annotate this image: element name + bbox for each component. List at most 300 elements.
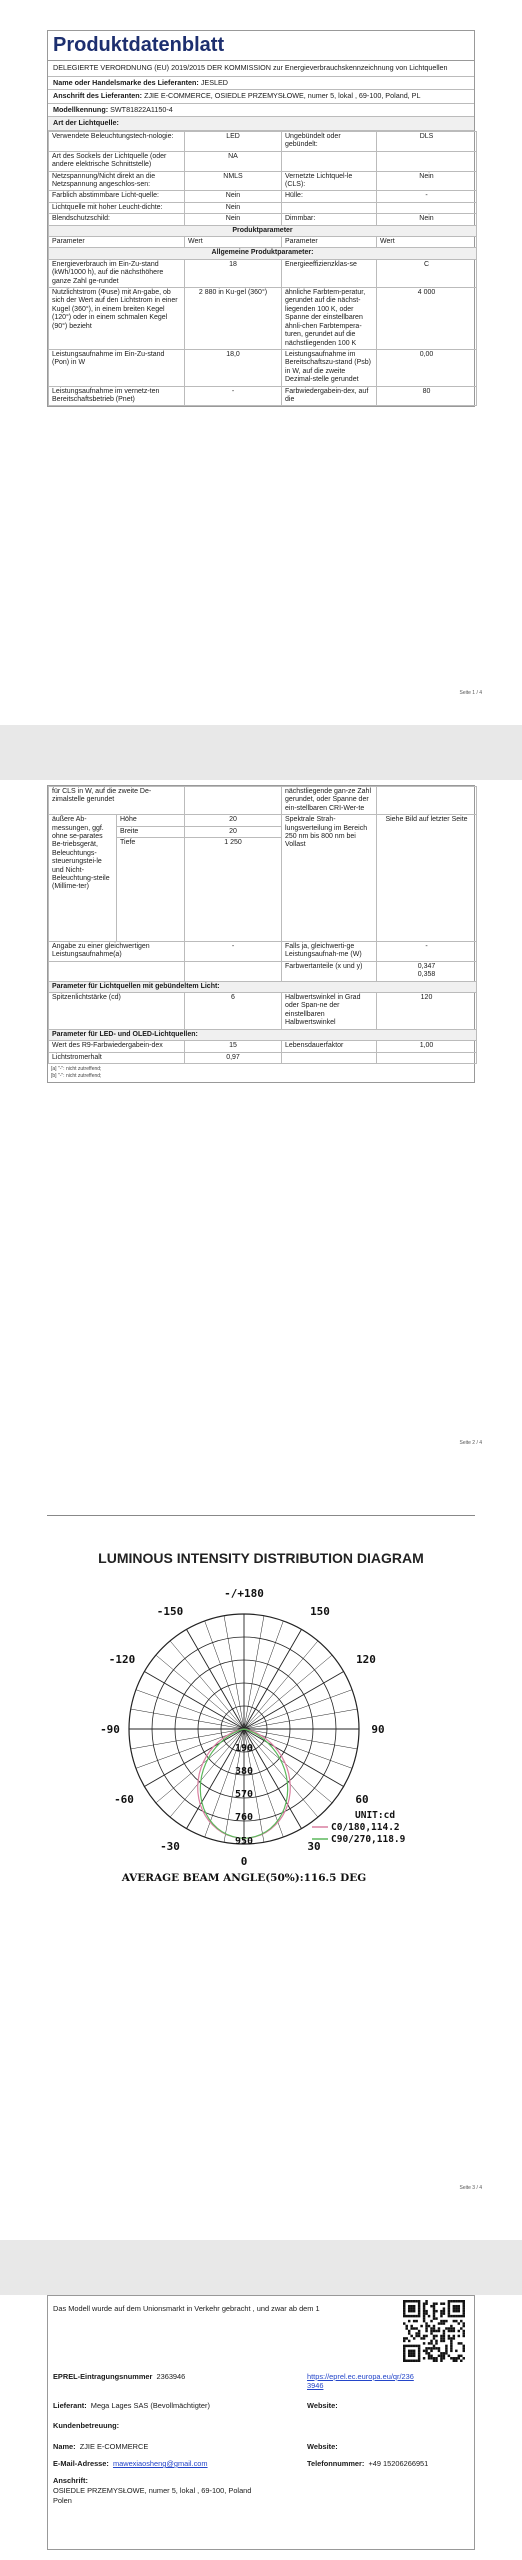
cell-label: Dimmbar: <box>282 214 377 225</box>
cell-value: 2 880 in Ku-gel (360°) <box>185 288 282 350</box>
qr-module <box>418 2315 420 2317</box>
qr-module <box>413 2300 415 2302</box>
qr-module <box>415 2300 417 2302</box>
qr-module <box>430 2342 432 2344</box>
qr-module <box>453 2320 455 2322</box>
qr-module <box>425 2327 427 2329</box>
page-title: Produktdatenblatt <box>48 31 474 61</box>
qr-module <box>440 2352 442 2354</box>
general-params-header: Allgemeine Produktparameter: <box>49 248 477 259</box>
qr-module <box>440 2340 442 2342</box>
qr-module <box>458 2335 460 2337</box>
qr-module <box>413 2360 415 2362</box>
cell-value: - <box>185 942 282 962</box>
qr-module <box>443 2307 445 2309</box>
qr-module <box>418 2360 420 2362</box>
cell-empty <box>377 787 477 815</box>
eprel-label: EPREL-Eintragungsnummer <box>53 2372 153 2381</box>
qr-module <box>413 2327 415 2329</box>
datasheet-frame-continued <box>47 785 475 1083</box>
qr-module <box>403 2305 405 2307</box>
qr-module <box>448 2307 450 2309</box>
cell-label: Angabe zu einer gleichwertigen Leistungsaufnahme(a) <box>49 942 185 962</box>
cell-label: Leistungsaufnahme im Bereitschaftszu-stand (Psb) in W, auf die zweite Dezimal-stelle gerundet <box>282 349 377 386</box>
qr-module <box>440 2322 442 2324</box>
qr-module <box>413 2350 415 2352</box>
qr-module <box>430 2320 432 2322</box>
qr-module <box>405 2360 407 2362</box>
qr-module <box>455 2350 457 2352</box>
phone-label: Telefonnummer: <box>307 2459 365 2468</box>
qr-module <box>433 2302 435 2304</box>
qr-module <box>433 2357 435 2359</box>
qr-module <box>453 2357 455 2359</box>
qr-module <box>438 2347 440 2349</box>
qr-module <box>413 2310 415 2312</box>
cell-value: NA <box>185 151 282 171</box>
qr-module <box>418 2347 420 2349</box>
qr-module <box>450 2327 452 2329</box>
qr-module <box>418 2352 420 2354</box>
cell-value: Nein <box>185 191 282 202</box>
qr-module <box>448 2310 450 2312</box>
qr-module <box>450 2347 452 2349</box>
qr-module <box>460 2315 462 2317</box>
qr-module <box>403 2355 405 2357</box>
cell-label: Halbwertswinkel in Grad oder Span-ne der einstellbaren Halbwertswinkel <box>282 993 377 1030</box>
qr-module <box>440 2355 442 2357</box>
qr-module <box>443 2320 445 2322</box>
qr-module <box>425 2312 427 2314</box>
qr-module <box>460 2300 462 2302</box>
table-row <box>49 131 477 151</box>
qr-module <box>423 2317 425 2319</box>
qr-module <box>410 2315 412 2317</box>
cell-empty <box>282 151 377 171</box>
qr-module <box>463 2332 465 2334</box>
qr-module <box>448 2327 450 2329</box>
table-row <box>49 386 477 406</box>
page-4 <box>0 2295 522 2560</box>
qr-module <box>435 2357 437 2359</box>
led-header: Parameter für LED- und OLED-Lichtquellen: <box>49 1029 477 1040</box>
qr-module <box>423 2320 425 2322</box>
qr-module <box>425 2335 427 2337</box>
ring-label: 950 <box>234 1836 254 1847</box>
table-row <box>49 151 477 171</box>
qr-module <box>433 2345 435 2347</box>
address-line-1: OSIEDLE PRZEMYSŁOWE, numer 5, lokal , 69-100, Poland <box>53 2486 252 2495</box>
qr-module <box>403 2357 405 2359</box>
table-row <box>49 259 477 287</box>
col-header: Parameter <box>282 237 377 248</box>
phone-value: +49 15206266951 <box>368 2459 429 2468</box>
qr-module <box>440 2312 442 2314</box>
qr-module <box>433 2312 435 2314</box>
qr-module <box>405 2315 407 2317</box>
qr-module <box>443 2355 445 2357</box>
table-row <box>49 1052 477 1063</box>
customer-support-label: Kundenbetreuung: <box>53 2421 120 2430</box>
col-header: Wert <box>185 237 282 248</box>
qr-module <box>453 2310 455 2312</box>
qr-module <box>410 2360 412 2362</box>
cell-value <box>377 961 477 981</box>
bundled-header: Parameter für Lichtquellen mit gebündeltem Licht: <box>49 981 477 992</box>
eprel-link[interactable]: https://eprel.ec.europa.eu/qr/2363946 <box>307 2372 414 2390</box>
qr-module <box>450 2357 452 2359</box>
qr-module <box>455 2360 457 2362</box>
qr-module <box>460 2342 462 2344</box>
qr-module <box>453 2300 455 2302</box>
qr-module <box>445 2347 447 2349</box>
qr-module <box>423 2315 425 2317</box>
qr-module <box>440 2360 442 2362</box>
qr-module <box>423 2307 425 2309</box>
angle-label: -/+180 <box>224 1587 264 1600</box>
qr-module <box>460 2327 462 2329</box>
qr-module <box>415 2327 417 2329</box>
qr-module <box>458 2300 460 2302</box>
qr-module <box>443 2337 445 2339</box>
model-label: Modellkennung: <box>53 104 109 114</box>
cell-empty <box>185 961 282 981</box>
angle-label: -120 <box>108 1653 136 1666</box>
qr-module <box>410 2307 412 2309</box>
cell-label: Farbwiedergabein-dex, auf die <box>282 386 377 406</box>
qr-module <box>458 2357 460 2359</box>
qr-module <box>430 2350 432 2352</box>
qr-module <box>443 2357 445 2359</box>
qr-module <box>445 2320 447 2322</box>
website-label-2: Website: <box>307 2442 338 2451</box>
spectral-value: Siehe Bild auf letzter Seite <box>377 815 477 942</box>
angle-label: 30 <box>307 1840 321 1853</box>
qr-module <box>463 2312 465 2314</box>
cell-label: Leistungsaufnahme im Ein-Zu-stand (Pon) in W <box>49 349 185 386</box>
qr-module <box>418 2312 420 2314</box>
qr-module <box>458 2355 460 2357</box>
qr-module <box>403 2352 405 2354</box>
qr-module <box>415 2345 417 2347</box>
qr-module <box>408 2320 410 2322</box>
cell-value: - <box>377 942 477 962</box>
qr-module <box>450 2337 452 2339</box>
qr-module <box>463 2307 465 2309</box>
qr-module <box>403 2340 405 2342</box>
diagram-title: LUMINOUS INTENSITY DISTRIBUTION DIAGRAM <box>98 1550 424 1566</box>
cell-value: 18,0 <box>185 349 282 386</box>
qr-module <box>410 2350 412 2352</box>
cell-label: Falls ja, gleichwerti-ge Leistungsaufnah-me (W) <box>282 942 377 962</box>
qr-module <box>405 2325 407 2327</box>
qr-module <box>405 2345 407 2347</box>
qr-module <box>458 2330 460 2332</box>
angle-label: -30 <box>160 1840 180 1853</box>
qr-module <box>433 2360 435 2362</box>
cell-value: 120 <box>377 993 477 1030</box>
qr-module <box>418 2345 420 2347</box>
qr-module <box>410 2305 412 2307</box>
qr-module <box>410 2325 412 2327</box>
qr-module <box>463 2330 465 2332</box>
dimensions-label: äußere Ab-messungen, ggf. ohne se-parates Be-triebsgerät, Beleuchtungs-steuerungstei-le und Nicht-Beleuchtung-steile (Millime-ter) <box>49 815 117 942</box>
qr-module <box>440 2310 442 2312</box>
chromaticity-y: 0,358 <box>417 971 436 979</box>
table-row <box>49 981 477 992</box>
qr-module <box>403 2312 405 2314</box>
cell-value: C <box>377 259 477 287</box>
cell-label: Blendschutzschild: <box>49 214 185 225</box>
cell-label: Farbwertanteile (x und y) <box>282 961 377 981</box>
legend-c90: C90/270,118.9 <box>331 1834 406 1845</box>
qr-module <box>425 2302 427 2304</box>
table-row <box>49 349 477 386</box>
qr-module <box>420 2325 422 2327</box>
qr-module <box>413 2307 415 2309</box>
qr-module <box>435 2335 437 2337</box>
email-label: E-Mail-Adresse: <box>53 2459 109 2468</box>
qr-module <box>435 2330 437 2332</box>
qr-module <box>410 2352 412 2354</box>
qr-module <box>428 2347 430 2349</box>
qr-module <box>403 2307 405 2309</box>
supplier-name-label: Name oder Handelsmarke des Lieferanten: <box>53 77 199 87</box>
qr-module <box>425 2347 427 2349</box>
qr-module <box>448 2302 450 2304</box>
light-source-table <box>48 131 477 406</box>
cell-label: Netzspannung/Nicht direkt an die Netzspannung angeschlos-sen: <box>49 171 185 191</box>
qr-module <box>438 2355 440 2357</box>
cell-label: Ungebündelt oder gebündelt: <box>282 131 377 151</box>
qr-module <box>443 2322 445 2324</box>
cell-label: für CLS in W, auf die zweite De-zimalstelle gerundet <box>49 787 185 815</box>
cell-label: Hülle: <box>282 191 377 202</box>
qr-module <box>463 2350 465 2352</box>
qr-module <box>430 2355 432 2357</box>
qr-module <box>413 2305 415 2307</box>
qr-module <box>418 2300 420 2302</box>
qr-module <box>438 2322 440 2324</box>
qr-module <box>458 2307 460 2309</box>
qr-module <box>408 2332 410 2334</box>
width-label: Breite <box>117 826 185 837</box>
table-row <box>49 1041 477 1052</box>
qr-module <box>443 2335 445 2337</box>
qr-module <box>433 2310 435 2312</box>
qr-module <box>433 2327 435 2329</box>
angle-label: 0 <box>240 1855 248 1868</box>
table-row <box>49 248 477 259</box>
qr-module <box>418 2302 420 2304</box>
page-number: Seite 2 / 4 <box>459 1440 482 1446</box>
angle-label: 150 <box>310 1605 330 1618</box>
qr-module <box>463 2302 465 2304</box>
qr-module <box>433 2317 435 2319</box>
qr-module <box>410 2310 412 2312</box>
cell-value: 15 <box>185 1041 282 1052</box>
supplier-name-value: JESLED <box>200 77 228 87</box>
qr-module <box>463 2305 465 2307</box>
footnote-b: [b] "-": nicht zutreffend; <box>51 1072 102 1079</box>
qr-module <box>453 2307 455 2309</box>
qr-module <box>408 2305 410 2307</box>
qr-module <box>440 2315 442 2317</box>
qr-module <box>418 2330 420 2332</box>
qr-module <box>433 2330 435 2332</box>
qr-module <box>453 2337 455 2339</box>
qr-module <box>403 2347 405 2349</box>
qr-module <box>463 2347 465 2349</box>
qr-module <box>423 2312 425 2314</box>
qr-module <box>425 2310 427 2312</box>
qr-module <box>435 2317 437 2319</box>
qr-module <box>408 2360 410 2362</box>
page-1 <box>0 0 522 725</box>
qr-module <box>435 2310 437 2312</box>
qr-module <box>433 2325 435 2327</box>
light-source-type-header: Art der Lichtquelle: <box>48 117 474 131</box>
qr-module <box>430 2347 432 2349</box>
table-row <box>49 202 477 213</box>
cell-value: 0,00 <box>377 349 477 386</box>
cell-label: nächstliegende gan-ze Zahl gerundet, oder Spanne der ein-stellbaren CRI-Wer-te <box>282 787 377 815</box>
spectral-label: Spektrale Strah-lungsverteilung im Bereich 250 nm bis 800 nm bei Vollast <box>282 815 377 942</box>
table-row <box>49 787 477 815</box>
qr-module <box>448 2300 450 2302</box>
qr-module <box>410 2335 412 2337</box>
qr-module <box>433 2315 435 2317</box>
qr-module <box>450 2345 452 2347</box>
qr-module <box>428 2325 430 2327</box>
qr-module <box>423 2337 425 2339</box>
qr-module <box>443 2340 445 2342</box>
top-rule <box>47 1515 475 1516</box>
table-row <box>49 1029 477 1040</box>
qr-module <box>438 2327 440 2329</box>
qr-module <box>403 2345 405 2347</box>
email-link[interactable]: mawexiaosheng@gmail.com <box>112 2459 208 2468</box>
supplier-value: Mega Lages SAS (Bevollmächtigter) <box>90 2401 210 2410</box>
cell-label: Leistungsaufnahme im vernetz-ten Bereitschaftsbetrieb (Pnet) <box>49 386 185 406</box>
cell-empty <box>185 787 282 815</box>
supplier-name-row <box>48 77 474 91</box>
col-header: Parameter <box>49 237 185 248</box>
table-row <box>49 961 477 981</box>
cell-label: Verwendete Beleuchtungstech-nologie: <box>49 131 185 151</box>
qr-module <box>425 2322 427 2324</box>
width-value: 20 <box>185 826 282 837</box>
qr-module <box>403 2360 405 2362</box>
qr-module <box>438 2350 440 2352</box>
qr-module <box>408 2307 410 2309</box>
qr-module <box>430 2327 432 2329</box>
legend-c0: C0/180,114.2 <box>331 1822 400 1833</box>
table-row <box>49 993 477 1030</box>
angle-label: -60 <box>114 1793 134 1806</box>
angle-label: 60 <box>355 1793 369 1806</box>
qr-module <box>428 2315 430 2317</box>
qr-module <box>405 2337 407 2339</box>
polar-diagram <box>0 1585 522 1915</box>
chromaticity-x: 0,347 <box>417 962 436 970</box>
cell-label: Nutzlichtstrom (Φuse) mit An-gabe, ob sich der Wert auf den Lichtstrom in einer Kugel (360°), in einem breiten Kegel (120°) oder in einem schmalen Kegel (90°) bezieht <box>49 288 185 350</box>
qr-module <box>403 2350 405 2352</box>
qr-module <box>405 2300 407 2302</box>
col-header: Wert <box>377 237 477 248</box>
qr-module <box>453 2327 455 2329</box>
qr-module <box>453 2360 455 2362</box>
qr-module <box>455 2357 457 2359</box>
qr-module <box>403 2337 405 2339</box>
qr-module <box>410 2300 412 2302</box>
qr-module <box>443 2310 445 2312</box>
qr-module <box>408 2330 410 2332</box>
height-value: 20 <box>185 815 282 826</box>
eprel-value: 2363946 <box>156 2372 186 2381</box>
cell-label: Lebensdauerfaktor <box>282 1041 377 1052</box>
qr-module <box>443 2302 445 2304</box>
qr-module <box>428 2352 430 2354</box>
qr-module <box>450 2340 452 2342</box>
qr-module <box>410 2355 412 2357</box>
qr-module <box>453 2330 455 2332</box>
address-line-2: Polen <box>53 2496 72 2505</box>
qr-module <box>413 2337 415 2339</box>
qr-module <box>413 2345 415 2347</box>
ring-label: 190 <box>234 1743 254 1754</box>
qr-module <box>453 2315 455 2317</box>
qr-module <box>458 2322 460 2324</box>
page-separator <box>0 2240 522 2295</box>
qr-module <box>433 2337 435 2339</box>
qr-module <box>445 2327 447 2329</box>
cell-value: 1,00 <box>377 1041 477 1052</box>
qr-module <box>420 2337 422 2339</box>
qr-module <box>408 2340 410 2342</box>
qr-module <box>415 2335 417 2337</box>
qr-module <box>435 2302 437 2304</box>
cell-label: Energieverbrauch im Ein-Zu-stand (kWh/1000 h), auf die nächsthöhere ganze Zahl ge-rundet <box>49 259 185 287</box>
qr-module <box>413 2352 415 2354</box>
cell-value: NMLS <box>185 171 282 191</box>
cell-label: Spitzenlichtstärke (cd) <box>49 993 185 1030</box>
qr-module <box>415 2315 417 2317</box>
qr-module <box>403 2300 405 2302</box>
cell-label: Art des Sockels der Lichtquelle (oder andere elektrische Schnittstelle) <box>49 151 185 171</box>
qr-module <box>423 2357 425 2359</box>
cell-empty <box>49 961 185 981</box>
qr-module <box>403 2310 405 2312</box>
qr-module <box>415 2320 417 2322</box>
qr-module <box>455 2305 457 2307</box>
qr-module <box>435 2342 437 2344</box>
qr-module <box>430 2330 432 2332</box>
table-row <box>49 171 477 191</box>
qr-module <box>408 2350 410 2352</box>
qr-module <box>440 2320 442 2322</box>
table-row <box>49 237 477 248</box>
qr-code-icon <box>403 2300 465 2362</box>
qr-module <box>463 2357 465 2359</box>
unit-label: UNIT:cd <box>355 1810 396 1821</box>
footnote-a: [a] "-": nicht zutreffend; <box>51 1065 102 1072</box>
qr-module <box>455 2320 457 2322</box>
qr-module <box>443 2312 445 2314</box>
supplier-address-value: ZJIE E-COMMERCE, OSIEDLE PRZEMYSŁOWE, numer 5, lokal , 69-100, Poland, PL <box>144 91 421 101</box>
qr-module <box>408 2310 410 2312</box>
qr-module <box>445 2345 447 2347</box>
